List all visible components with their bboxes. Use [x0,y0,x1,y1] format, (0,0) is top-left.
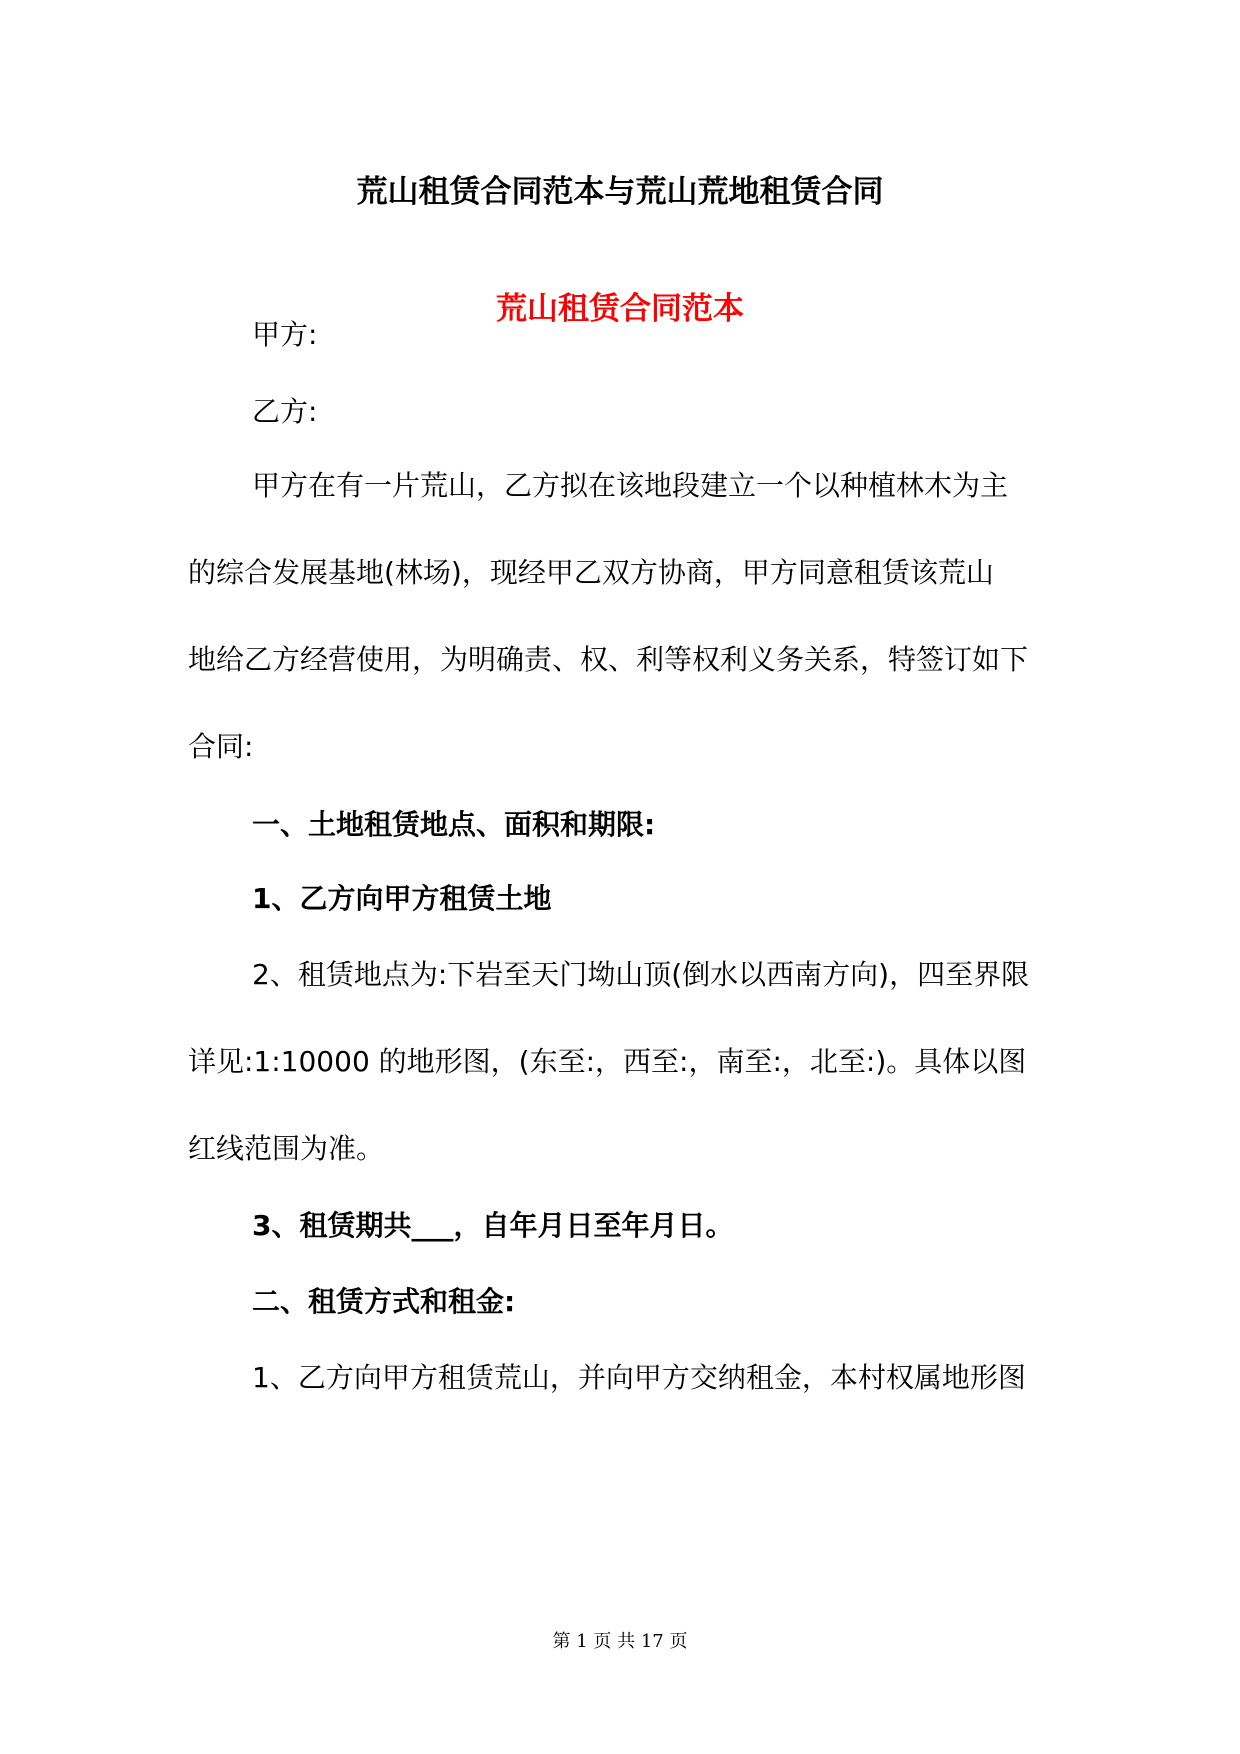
intro-line-2: 的综合发展基地(林场)，现经甲乙双方协商，甲方同意租赁该荒山 [188,556,994,589]
section-2-item-1-line-1: 1、乙方向甲方租赁荒山，并向甲方交纳租金，本村权属地形图 [252,1361,1026,1394]
intro-line-3: 地给乙方经营使用，为明确责、权、利等权利义务关系，特签订如下 [188,643,1029,676]
intro-line-4: 合同: [188,730,254,763]
intro-line-1: 甲方在有一片荒山，乙方拟在该地段建立一个以种植林木为主 [252,469,1009,502]
section-1-item-2-line-1: 2、租赁地点为:下岩至天门坳山顶(倒水以西南方向)，四至界限 [252,958,1030,991]
party-a-label: 甲方: [252,318,318,351]
section-2-heading: 二、租赁方式和租金: [252,1285,516,1318]
section-1-item-1: 1、乙方向甲方租赁土地 [252,882,552,915]
section-1-heading: 一、土地租赁地点、面积和期限: [252,808,656,841]
page-footer: 第 1 页 共 17 页 [552,1631,688,1652]
section-1-item-2-line-2: 详见:1:10000 的地形图，(东至:，西至:，南至:，北至:)。具体以图 [188,1045,1027,1078]
section-1-item-2-line-3: 红线范围为准。 [188,1132,385,1165]
section-1-item-3: 3、租赁期共___，自年月日至年月日。 [252,1209,734,1242]
party-b-label: 乙方: [252,395,318,428]
document-title: 荒山租赁合同范本与荒山荒地租赁合同 [356,174,884,210]
document-subtitle: 荒山租赁合同范本 [496,291,744,327]
